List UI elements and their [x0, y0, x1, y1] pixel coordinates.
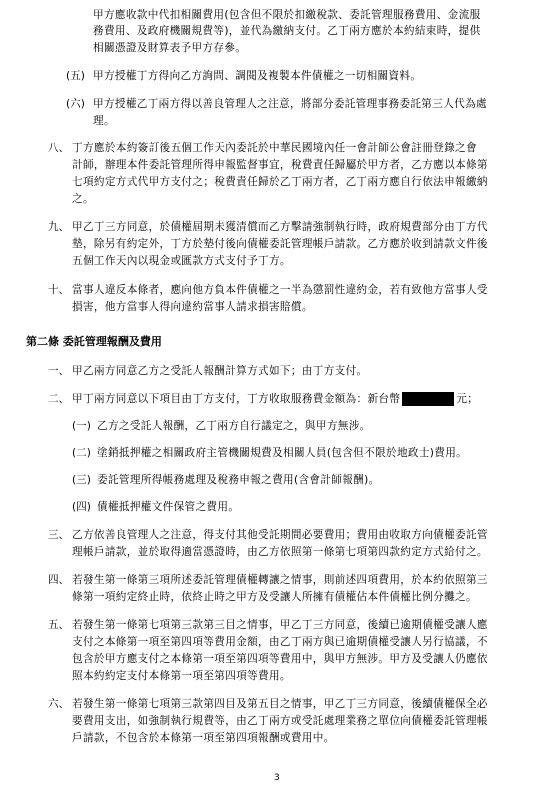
- section-heading: 第二條 委託管理報酬及費用: [26, 335, 162, 348]
- article-number: 五、: [48, 619, 70, 631]
- text-line: 乙方之受託人報酬，乙丁兩方自行議定之，與甲方無涉。: [97, 420, 371, 432]
- text-line: 理帳戶請款，並於取得適當憑證時，由乙方依照第一條第七項第四款約定方式給付之。: [72, 546, 488, 558]
- text-line: 委託管理所得帳務處理及稅務申報之費用(含會計師報酬)。: [97, 474, 380, 486]
- text-line: 甲方授權乙丁兩方得以善良管理人之注意，將部分委託管理事務委託第三人代為處: [93, 98, 487, 110]
- text-line: 債權抵押權文件保管之費用。: [97, 501, 240, 513]
- text-line: 乙方依善良管理人之注意，得支付其他受託期間必要費用；費用由收取方向債權委託管: [72, 529, 488, 541]
- text-line: 甲乙丁三方同意，於債權屆期未獲清償而乙方擊請強制執行時，政府規費部分由丁方代: [72, 221, 488, 233]
- text-line: 理。: [93, 115, 115, 127]
- article-number: 二、: [48, 393, 70, 405]
- text-line: 計師，辦理本件委託管理所得申報監督事宜，稅費責任歸屬於甲方者，乙方應以本條第: [72, 159, 488, 171]
- text-line: 當事人違反本條者，應向他方負本件債權之一半為懲罰性違約金，若有致他方當事人受: [72, 284, 488, 296]
- text-line: 包含於甲方應支付之本條第一項至第四項等費用中，與甲方無涉。甲方及受讓人仍應依: [72, 653, 488, 665]
- article-number: 九、: [48, 221, 70, 233]
- article-number: 一、: [48, 365, 70, 377]
- redacted-amount: [402, 392, 454, 406]
- text-line: 要費用支出，如強制執行規費等，由乙丁兩方或受託處理業務之單位向債權委託管理帳: [72, 715, 488, 727]
- item-number: (六): [66, 98, 85, 110]
- text-line: 條第一項約定終止時，依終止時之甲方及受讓人所擁有債權佔本件債權比例分攤之。: [72, 591, 477, 603]
- text-line: 塗銷抵押權之相關政府主管機關規費及相關人員(包含但不限於地政士)費用。: [97, 447, 468, 459]
- text-line: 之。: [72, 193, 94, 205]
- text-line: 相關憑證及財算表予甲方存參。: [93, 42, 247, 54]
- text-fragment: 元；: [456, 393, 479, 405]
- item-number: (一): [72, 420, 91, 432]
- item-number: (五): [66, 70, 85, 82]
- text-line: 五個工作天內以現金或匯款方式支付予丁方。: [72, 255, 291, 267]
- item-number: (四): [72, 501, 91, 513]
- text-fragment: 甲丁兩方同意以下項目由丁方支付，丁方收取服務費金額為：新台幣: [72, 393, 401, 405]
- text-line: 若發生第一條第三項所述委託管理債權轉讓之情事，則前述四項費用，於本約依照第三: [72, 574, 488, 586]
- article-number: 八、: [48, 142, 70, 154]
- item-number: (二): [72, 447, 91, 459]
- text-line: 甲方授權丁方得向乙方詢問、調閱及複製本件債權之一切相關資料。: [93, 70, 422, 82]
- article-number: 六、: [48, 698, 70, 710]
- text-line: 甲乙兩方同意乙方之受託人報酬計算方式如下；由丁方支付。: [72, 365, 368, 377]
- text-line: 若發生第一條第七項第三款第四目及第五目之情事，甲乙丁三方同意，後續債權保全必: [72, 698, 488, 710]
- text-line: 甲方應收款中代扣相關費用(包含但不限於扣繳稅款、委託管理服務費用、金流服: [93, 9, 481, 21]
- text-line: 墊，除另有約定外，丁方於墊付後向債權委託管理帳戶請款。乙方應於收到請款文件後: [72, 238, 488, 250]
- text-line: 七項約定方式代甲方支付之；稅費責任歸於乙丁兩方者，乙丁兩方應自行依法申報繳納: [72, 176, 488, 188]
- article-number: 十、: [48, 284, 70, 296]
- page-number: 3: [274, 773, 280, 783]
- text-line: 戶請款，不包含於本條第一項至第四項報酬或費用中。: [72, 732, 335, 744]
- text-line: 損害，他方當事人得向違約當事人請求損害賠償。: [72, 301, 313, 313]
- text-line: 丁方應於本約簽訂後五個工作天內委託於中華民國境內任一會計師公會註冊登錄之會: [72, 142, 477, 154]
- text-line: 若發生第一條第七項第三款第三目之情事，甲乙丁三方同意，後續已逾期債權受讓人應: [72, 619, 488, 631]
- text-line: 務費用、及政府機關規費等)，並代為繳納支付。乙丁兩方應於本約結束時，提供: [93, 25, 481, 37]
- text-line: [72, 392, 478, 406]
- text-line: 支付之本條第一項至第四項等費用金額，由乙丁兩方與已逾期債權受讓人另行協議，不: [72, 636, 488, 648]
- text-line: 照本約約定支付本條第一項至第四項等費用。: [72, 670, 291, 682]
- item-number: (三): [72, 474, 91, 486]
- article-number: 三、: [48, 529, 70, 541]
- article-number: 四、: [48, 574, 70, 586]
